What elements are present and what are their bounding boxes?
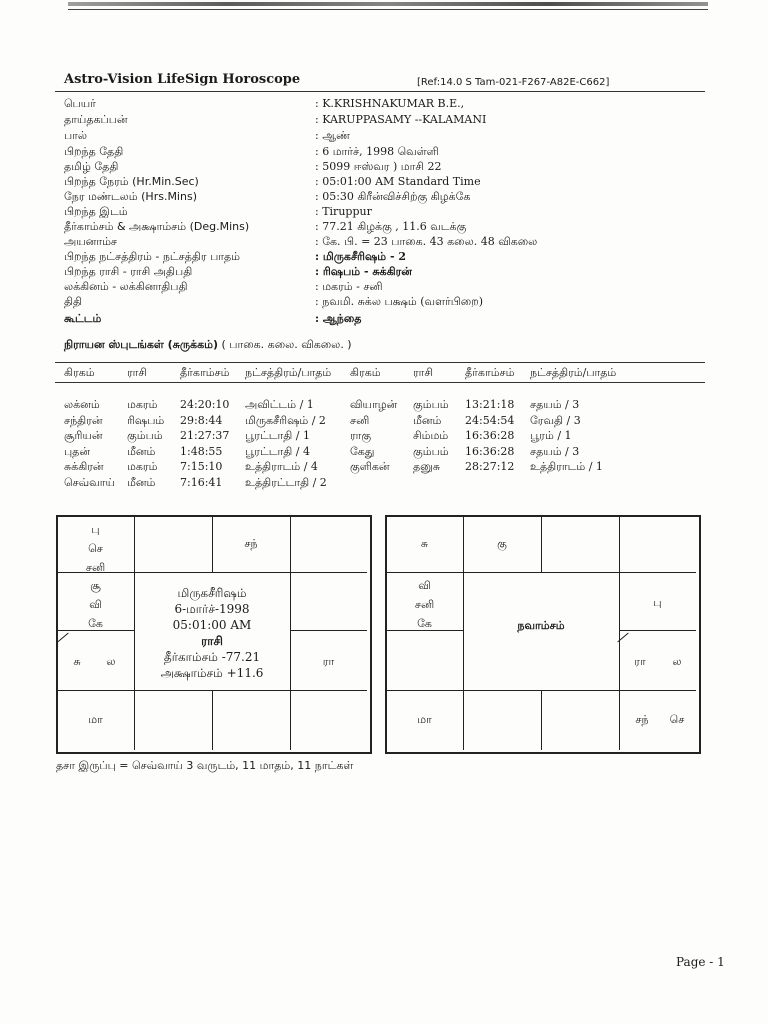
rasi-grid-line — [57, 690, 367, 691]
table-cell: சூரியன் — [64, 429, 103, 442]
scan-top-rule — [68, 9, 708, 10]
dasa-balance: தசா இருப்பு = செவ்வாய் 3 வருடம், 11 மாதம், 11 நாட்கள் — [56, 759, 354, 772]
rasi-house-dhanus: மா — [88, 713, 103, 726]
table-cell: ரிஷபம் — [127, 413, 165, 427]
table-cell: மீனம் — [413, 413, 442, 427]
table-cell: குளிகன் — [350, 460, 390, 473]
rasi-chart-center — [134, 585, 290, 681]
navamsa-grid-line — [463, 690, 464, 750]
navamsa-chart-center: நவாம்சம் — [517, 619, 565, 632]
rasi-grid-line — [290, 630, 367, 631]
table-cell: கும்பம் — [127, 429, 163, 442]
navamsa-house-simha-lagna: ல — [672, 655, 682, 668]
table-cell: 28:27:12 — [465, 460, 515, 473]
table-header-rule — [55, 382, 705, 383]
detail-value-koottam: : ஆந்தை — [315, 312, 362, 325]
detail-label-lagna: லக்கினம் - லக்கினாதிபதி — [64, 280, 188, 293]
page-number: Page - 1 — [676, 955, 725, 969]
table-cell: புதன் — [64, 444, 91, 458]
rasi-house-simha: ரா — [322, 655, 335, 668]
table-cell: வியாழன் — [350, 398, 398, 411]
detail-label-tamil-date: தமிழ் தேதி — [64, 160, 119, 173]
navamsa-house-simha-planet: ரா — [634, 655, 646, 668]
detail-value-lagna: : மகரம் - சனி — [315, 280, 383, 293]
navamsa-house-meena: சு — [420, 537, 429, 550]
navamsa-grid-line — [386, 690, 696, 691]
detail-label-ayanamsa: அயனாம்ச — [64, 235, 118, 248]
column-header: நட்சத்திரம்/பாதம் — [530, 366, 617, 379]
table-cell: 13:21:18 — [465, 398, 515, 411]
navamsa-grid-line — [619, 516, 620, 572]
rasi-house-meena — [57, 520, 134, 577]
table-cell: பூரட்டாதி / 1 — [245, 429, 310, 442]
table-cell: தனுசு — [413, 460, 441, 473]
rasi-grid-line — [290, 690, 291, 750]
planet-label: வி — [418, 579, 431, 592]
detail-value-ayanamsa: : கே. பி. = 23 பாகை. 43 கலை. 48 விகலை — [315, 235, 538, 248]
detail-value-tithi: : நவமி. சுக்ல பக்ஷம் (வளர்பிறை) — [315, 295, 483, 308]
table-cell: உத்திராடம் / 1 — [530, 460, 603, 473]
table-cell: ரேவதி / 3 — [530, 413, 581, 427]
planet-label: வி — [89, 598, 102, 611]
detail-label-rasi: பிறந்த ராசி - ராசி அதிபதி — [64, 265, 193, 278]
center-date: 6-மார்ச்-1998 — [174, 602, 250, 616]
navamsa-house-kumbha — [386, 576, 463, 633]
detail-value-birth-date: : 6 மார்ச், 1998 வெள்ளி — [315, 145, 439, 158]
detail-label-time-zone: நேர மண்டலம் (Hrs.Mins) — [64, 190, 197, 203]
navamsa-grid-line — [619, 572, 620, 690]
planet-label: கே — [417, 617, 432, 630]
planet-label: சனி — [414, 598, 435, 611]
center-latitude: அக்ஷாம்சம் +11.6 — [160, 666, 264, 680]
navamsa-house-kanya-moon: சந் — [635, 713, 649, 726]
navamsa-grid-line — [541, 690, 542, 750]
detail-label-koottam: கூட்டம் — [64, 312, 102, 325]
table-cell: உத்திராடம் / 4 — [245, 460, 318, 473]
detail-value-time-zone: : 05:30 கிரீன்விச்சிற்கு கிழக்கே — [315, 190, 471, 203]
table-cell: 24:20:10 — [180, 398, 230, 411]
rasi-house-kumbha — [57, 576, 134, 633]
scan-top-border — [68, 2, 708, 6]
detail-label-gender: பால் — [64, 129, 88, 142]
center-longitude: தீர்காம்சம் -77.21 — [163, 650, 261, 664]
column-header: ராசி — [413, 366, 434, 379]
rasi-house-makara-planet: சு — [73, 655, 81, 668]
positions-section-title — [64, 338, 352, 353]
rasi-grid-line — [134, 516, 135, 572]
table-cell: சிம்மம் — [413, 429, 449, 442]
navamsa-grid-line — [619, 630, 696, 631]
document-title: Astro-Vision LifeSign Horoscope — [64, 72, 301, 87]
planet-label: சூ — [90, 579, 101, 592]
table-cell: 21:27:37 — [180, 429, 230, 442]
table-cell: அவிட்டம் / 1 — [245, 398, 314, 411]
table-cell: சதயம் / 3 — [530, 444, 580, 458]
detail-value-birth-place: : Tiruppur — [315, 205, 372, 218]
table-cell: பூரம் / 1 — [530, 429, 572, 442]
table-cell: சதயம் / 3 — [530, 398, 580, 411]
detail-label-birth-time: பிறந்த நேரம் (Hr.Min.Sec) — [64, 175, 199, 188]
column-header: தீர்காம்சம் — [180, 366, 230, 379]
rasi-grid-line — [212, 690, 213, 750]
table-cell: மீனம் — [127, 475, 156, 489]
table-cell: கேது — [350, 444, 375, 458]
table-cell: சனி — [350, 413, 370, 427]
navamsa-house-kataka: பு — [653, 596, 662, 609]
table-cell: மிருகசீரிஷம் / 2 — [245, 413, 326, 427]
detail-label-birth-date: பிறந்த தேதி — [64, 145, 124, 158]
navamsa-grid-line — [619, 690, 620, 750]
table-cell: 1:48:55 — [180, 444, 223, 458]
navamsa-house-kanya-mars: செ — [669, 713, 685, 726]
header-divider — [55, 91, 705, 92]
table-cell: கும்பம் — [413, 444, 449, 458]
detail-label-birth-place: பிறந்த இடம் — [64, 205, 128, 218]
table-cell: 16:36:28 — [465, 444, 515, 458]
rasi-grid-line — [134, 690, 135, 750]
table-cell: 7:15:10 — [180, 460, 223, 473]
planet-label: சனி — [85, 561, 106, 574]
table-cell: 16:36:28 — [465, 429, 515, 442]
center-time: 05:01:00 AM — [172, 618, 252, 632]
detail-label-nakshatra: பிறந்த நட்சத்திரம் - நட்சத்திர பாதம் — [64, 250, 241, 263]
detail-label-tithi: திதி — [64, 295, 83, 308]
table-cell: 29:8:44 — [180, 413, 223, 427]
column-header: கிரகம் — [350, 366, 381, 379]
positions-title-units: ( பாகை. கலை. விகலை. ) — [218, 338, 352, 351]
positions-title-main: நிராயன ஸ்புடங்கள் (சுருக்கம்) — [64, 338, 218, 351]
table-cell: கும்பம் — [413, 398, 449, 411]
detail-value-parents: : KARUPPASAMY --KALAMANI — [315, 113, 487, 126]
navamsa-grid-line — [541, 516, 542, 572]
reference-code: [Ref:14.0 S Tam-021-F267-A82E-C662] — [417, 77, 610, 88]
detail-value-coordinates: : 77.21 கிழக்கு , 11.6 வடக்கு — [315, 220, 467, 233]
table-cell: லக்னம் — [64, 398, 100, 411]
planet-label: பு — [91, 523, 100, 536]
detail-value-rasi: : ரிஷபம் - சுக்கிரன் — [315, 265, 412, 278]
table-cell: 7:16:41 — [180, 475, 223, 489]
center-nakshatra: மிருகசீரிஷம் — [177, 586, 247, 600]
column-header: கிரகம் — [64, 366, 95, 379]
detail-label-name: பெயர் — [64, 97, 96, 110]
navamsa-house-mesha: கு — [497, 537, 507, 550]
column-header: தீர்காம்சம் — [465, 366, 515, 379]
planet-label: கே — [88, 617, 103, 630]
table-cell: செவ்வாய் — [64, 475, 115, 489]
rasi-house-makara-lagna: ல — [106, 655, 116, 668]
navamsa-grid-line — [386, 572, 696, 573]
column-header: ராசி — [127, 366, 148, 379]
rasi-grid-line — [290, 516, 291, 572]
table-cell: சந்திரன் — [64, 413, 103, 427]
table-cell: பூரட்டாதி / 4 — [245, 444, 310, 458]
table-cell: 24:54:54 — [465, 413, 515, 427]
center-chart-label: ராசி — [201, 634, 223, 648]
table-cell: உத்திரட்டாதி / 2 — [245, 475, 327, 489]
column-header: நட்சத்திரம்/பாதம் — [245, 366, 332, 379]
rasi-grid-line — [290, 572, 291, 690]
detail-label-coordinates: தீர்காம்சம் & அக்ஷாம்சம் (Deg.Mins) — [64, 220, 250, 233]
navamsa-house-dhanus: மா — [417, 713, 432, 726]
table-cell: சுக்கிரன் — [64, 460, 104, 473]
table-cell: மீனம் — [127, 444, 156, 458]
table-cell: ராகு — [350, 429, 372, 442]
table-top-rule — [55, 362, 705, 363]
detail-label-parents: தாய்தகப்பன் — [64, 113, 128, 126]
table-cell: மகரம் — [127, 460, 158, 473]
detail-value-birth-time: : 05:01:00 AM Standard Time — [315, 175, 481, 188]
detail-value-nakshatra: : மிருகசீரிஷம் - 2 — [315, 250, 406, 263]
planet-label: செ — [88, 542, 103, 555]
rasi-house-rishaba: சந் — [244, 537, 258, 550]
detail-value-gender: : ஆண் — [315, 129, 351, 142]
detail-value-tamil-date: : 5099 ஈஸ்வர ) மாசி 22 — [315, 160, 442, 173]
detail-value-name: : K.KRISHNAKUMAR B.E., — [315, 97, 465, 110]
table-cell: மகரம் — [127, 398, 158, 411]
